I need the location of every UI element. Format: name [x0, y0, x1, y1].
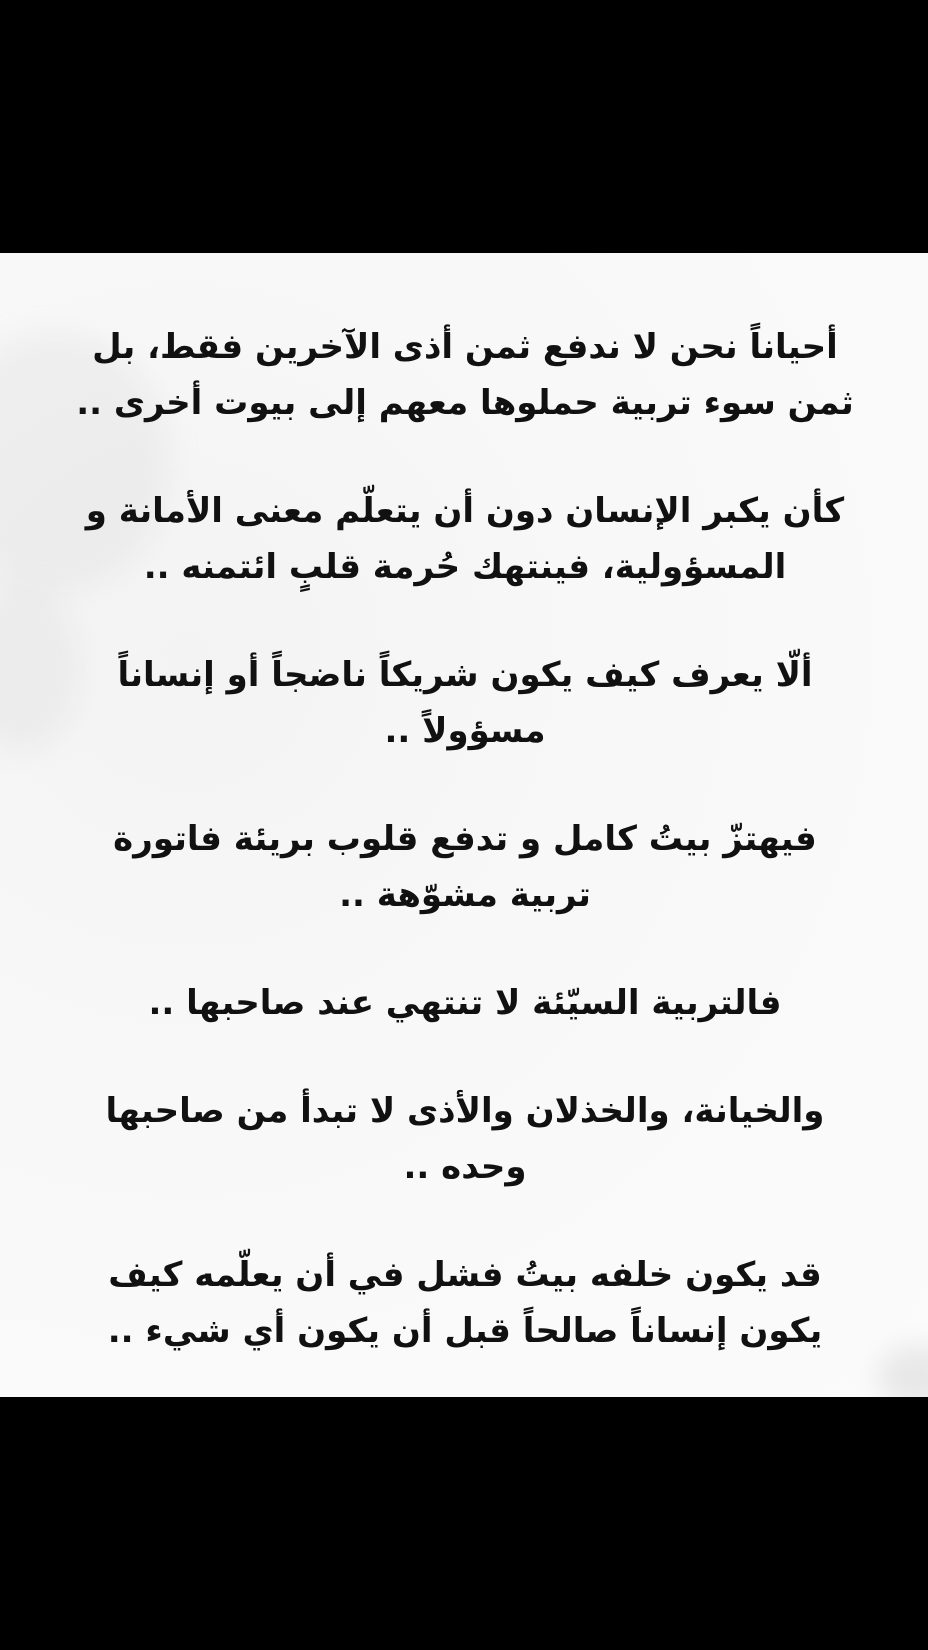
text-card	[0, 253, 928, 1397]
background-smudge	[0, 583, 80, 753]
paragraph: فيهتزّ بيتُ كامل و تدفع قلوب بريئة فاتورة تربية مشوّهة ..	[113, 819, 817, 915]
paragraph: والخيانة، والخذلان والأذى لا تبدأ من صاحبها وحده ..	[105, 1091, 825, 1187]
background-smudge	[878, 1347, 928, 1397]
paragraph: أحياناً نحن لا ندفع ثمن أذى الآخرين فقط، بل ثمن سوء تربية حملوها معهم إلى بيوت أخرى ..	[76, 327, 854, 423]
paragraph: كأن يكبر الإنسان دون أن يتعلّم معنى الأمانة و المسؤولية، فينتهك حُرمة قلبٍ ائتمنه ..	[85, 491, 845, 587]
paragraph: قد يكون خلفه بيتُ فشل في أن يعلّمه كيف يكون إنساناً صالحاً قبل أن يكون أي شيء ..	[107, 1255, 823, 1351]
paragraph: ألّا يعرف كيف يكون شريكاً ناضجاً أو إنساناً مسؤولاً ..	[117, 655, 813, 751]
paragraph: فالتربية السيّئة لا تنتهي عند صاحبها ..	[148, 983, 782, 1023]
quote-text	[70, 319, 860, 1359]
